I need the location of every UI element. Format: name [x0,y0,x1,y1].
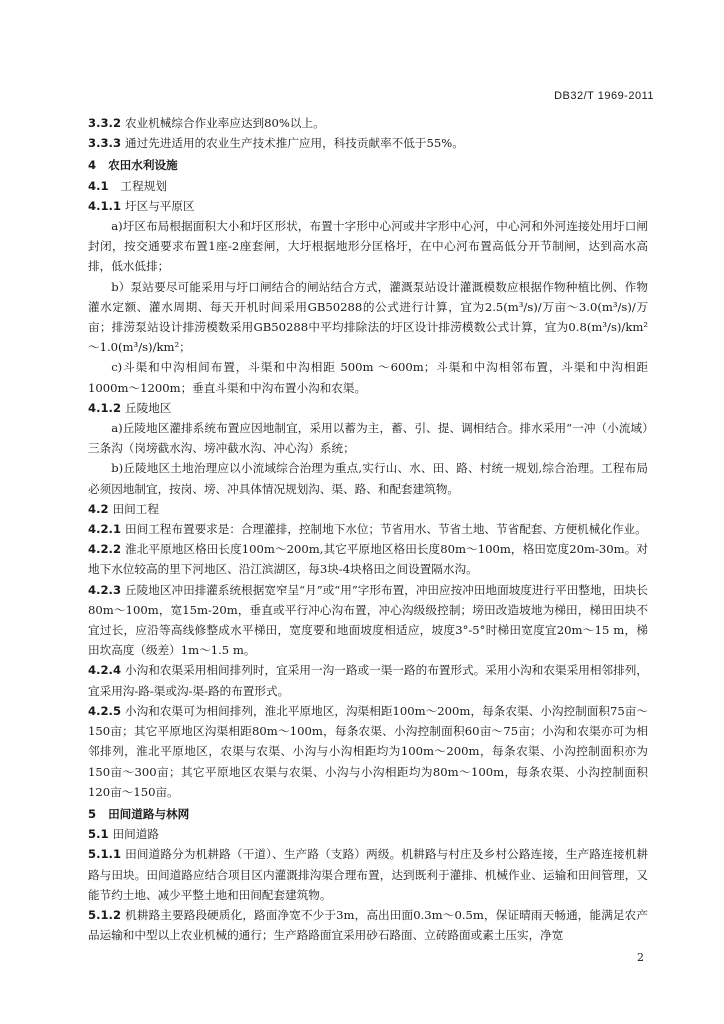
subsection-number: 4.2 [88,501,109,516]
subsection-heading [88,398,648,418]
document-body [88,113,648,945]
clause [88,133,648,153]
clause-number: 4.2.3 [88,582,122,597]
clause [88,580,648,661]
clause-number: 4.2.5 [88,703,122,718]
clause [88,519,648,539]
clause [88,113,648,133]
clause-number: 5.1.1 [88,847,122,862]
clause-text: 农业机械综合作业率应达到80%以上。 [125,116,325,130]
list-item: b）泵站要尽可能采用与圩口闸结合的闸站结合方式，灌溉泵站设计灌溉模数应根据作物种植比例、作物灌水定额、灌水周期、每天开机时间采用GB50288的公式进行计算，宜为2.5(m³/s)/万亩～3.0(m³/s)/万亩；排涝泵站设计排涝模数采用GB50288中平均排除法的圩区设计排涝模数公式计算，宜为0.8(m³/s)/km²～1.0(m³/s)/km²； [88,279,648,355]
clause [88,905,648,945]
subsection-number: 4.1 [88,178,109,193]
subsection-title: 田间道路 [112,827,159,842]
clause-text: 田间道路分为机耕路（干道）、生产路（支路）两级。机耕路与村庄及乡村公路连接，生产路连接机耕路与田块。田间道路应结合项目区内灌溉排沟渠合理布置，达到既利于灌排、机械作业、运输和田间管理，又能节约土地、减少平整土地和田间配套建筑物。 [88,847,648,902]
section-number: 5 [88,806,97,821]
clause-number: 4.2.2 [88,542,122,557]
clause-text: 通过先进适用的农业生产技术推广应用，科技贡献率不低于55%。 [125,136,464,151]
clause-number: 4.2.1 [88,522,122,537]
subsection-title: 圩区与平原区 [125,198,195,213]
list-item: b)丘陵地区土地治理应以小流域综合治理为重点,实行山、水、田、路、村统一规划,综合治理。工程布局必须因地制宜，按岗、塝、冲具体情况规划沟、渠、路、和配套建筑物。 [88,461,648,496]
clause-number: 3.3.3 [88,136,122,151]
list-item: a)圩区布局根据面积大小和圩区形状，布置十字形中心河或井字形中心河，中心河和外河连接处用圩口闸封闭，按交通要求布置1座-2座套闸，大圩根据地形分匡格圩，在中心河布置高低分开节制闸，达到高水高排，低水低排； [88,219,648,274]
subsection-number: 5.1 [88,827,109,842]
clause [88,539,648,579]
subsection-heading [88,196,648,216]
clause-number: 5.1.2 [88,907,122,922]
clause [88,660,648,700]
subsection-title: 工程规划 [120,178,167,193]
subsection-title: 丘陵地区 [125,400,172,415]
section-title: 田间道路与林网 [108,806,190,821]
subsection-heading [88,824,648,844]
section-number: 4 [88,158,97,173]
clause-text: 机耕路主要路段硬质化，路面净宽不少于3m，高出田面0.3m～0.5m，保证晴雨天畅通，能满足农产品运输和中型以上农业机械的通行；生产路路面宜采用砂石路面、立砖路面或素土压实，净宽 [88,907,648,943]
section-title: 农田水利设施 [108,158,178,173]
section-heading [88,804,648,824]
clause [88,701,648,802]
subsection-title: 田间工程 [112,501,159,516]
clause-number: 3.3.2 [88,116,122,130]
clause-number: 4.2.4 [88,663,122,678]
subsection-heading [88,176,648,196]
clause-text: 小沟和农渠采用相间排列时，宜采用一沟一路或一渠一路的布置形式。采用小沟和农渠采用相邻排列，宜采用沟-路-渠或沟-渠-路的布置形式。 [88,663,648,698]
clause [88,844,648,905]
section-heading [88,155,648,175]
subsection-number: 4.1.2 [88,400,122,415]
clause-text: 丘陵地区冲田排灌系统根据宽窄呈“月”或“用”字形布置，冲田应按冲田地面坡度进行平田整地，田块长80m～100m，宽15m-20m，垂直或平行冲心沟布置，冲心沟级级控制；塝田改造坡地为梯田，梯田田块不宜过长，应沿等高线修整成水平梯田，宽度要和地面坡度相适应，坡度3°-5°时梯田宽度宜20m～15 m，梯田坎高度（级差）1m～1.5 m。 [88,582,648,658]
list-item: a)丘陵地区灌排系统布置应因地制宜，采用以蓄为主，蓄、引、提、调相结合。排水采用“一冲（小流域）三条沟（岗塝截水沟、塝冲截水沟、冲心沟）系统； [88,421,648,456]
clause-text: 淮北平原地区格田长度100m～200m,其它平原地区格田长度80m～100m，格田宽度20m-30m。对地下水位较高的里下河地区、沿江滨湖区，每3块-4块格田之间设置隔水沟。 [88,542,648,577]
clause-text: 田间工程布置要求是：合理灌排，控制地下水位；节省用水、节省土地、节省配套、方便机械化作业。 [125,522,647,537]
clause-text: 小沟和农渠可为相间排列，淮北平原地区，沟渠相距100m～200m，每条农渠、小沟控制面积75亩～150亩；其它平原地区沟渠相距80m～100m，每条农渠、小沟控制面积60亩～75亩；小沟和农渠亦可为相邻排列，淮北平原地区，农渠与农渠、小沟与小沟相距均为100m～200m，每条农渠、小沟控制面积亦为150亩～300亩；其它平原地区农渠与农渠、小沟与小沟相距均为80m～100m，每条农渠、小沟控制面积120亩～150亩。 [88,703,648,799]
subsection-number: 4.1.1 [88,198,122,213]
subsection-heading [88,499,648,519]
page-number: 2 [637,951,644,964]
list-item: c)斗渠和中沟相间布置，斗渠和中沟相距 500m ～600m；斗渠和中沟相邻布置，斗渠和中沟相距1000m～1200m；垂直斗渠和中沟布置小沟和农渠。 [88,360,648,395]
document-code: DB32/T 1969-2011 [554,90,654,102]
